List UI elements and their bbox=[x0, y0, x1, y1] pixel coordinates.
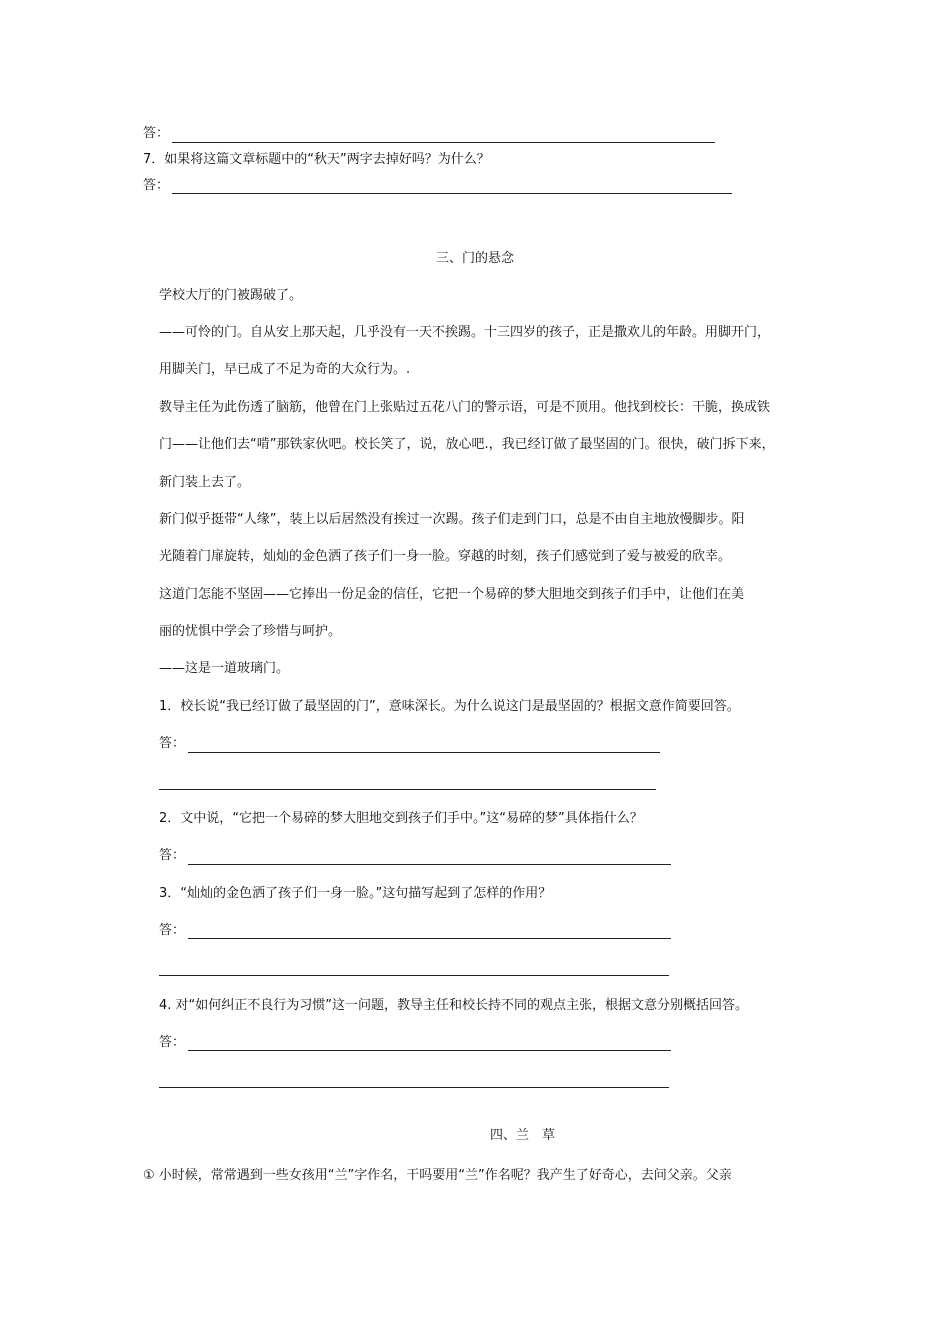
paragraph-line: 这道门怎能不坚固——它捧出一份足金的信任，它把一个易碎的梦大胆地交到孩子们手中，让他们在美 bbox=[159, 587, 745, 602]
answer-label: 答： bbox=[143, 178, 170, 193]
question-2: 2．文中说，“它把一个易碎的梦大胆地交到孩子们手中。”这“易碎的梦”具体指什么？ bbox=[159, 811, 643, 826]
answer-blank bbox=[172, 142, 715, 143]
question-4: 4. 对“如何纠正不良行为习惯”这一问题，教导主任和校长持不同的观点主张，根据文意分别概括回答。 bbox=[159, 998, 749, 1013]
section-title-door: 三、门的悬念 bbox=[435, 251, 514, 266]
answer-blank bbox=[159, 789, 656, 790]
section-title-orchid: 四、兰 草 bbox=[490, 1128, 556, 1143]
paragraph-line: 光随着门扉旋转，灿灿的金色洒了孩子们一身一脸。穿越的时刻，孩子们感觉到了爱与被爱的欣幸。 bbox=[159, 549, 732, 564]
answer-blank bbox=[188, 1050, 671, 1051]
answer-label: 答： bbox=[159, 736, 186, 751]
answer-label: 答： bbox=[143, 126, 170, 141]
paragraph-line: 新门装上去了。 bbox=[159, 475, 251, 490]
answer-blank bbox=[188, 938, 671, 939]
answer-blank bbox=[172, 193, 732, 194]
paragraph-line: 教导主任为此伤透了脑筋，他曾在门上张贴过五花八门的警示语，可是不顶用。他找到校长：干脆，换成铁 bbox=[159, 400, 771, 415]
paragraph-line: 新门似乎挺带“人缘”，装上以后居然没有挨过一次踢。孩子们走到门口，总是不由自主地放慢脚步。阳 bbox=[159, 512, 745, 527]
paragraph-line: ——这是一道玻璃门。 bbox=[159, 661, 290, 676]
paragraph-line: ——可怜的门。自从安上那天起，几乎没有一天不挨踢。十三四岁的孩子，正是撒欢儿的年龄。用脚开门， bbox=[159, 325, 771, 340]
answer-label: 答： bbox=[159, 848, 186, 863]
paragraph-line: 门——让他们去“啃”那铁家伙吧。校长笑了，说，放心吧.，我已经订做了最坚固的门。很快，破门拆下来， bbox=[159, 437, 775, 452]
paragraph-line: 丽的忧惧中学会了珍惜与呵护。 bbox=[159, 624, 342, 639]
answer-label: 答： bbox=[159, 1035, 186, 1050]
paragraph-line: 用脚关门，早已成了不足为奇的大众行为。. bbox=[159, 362, 411, 377]
paragraph-line: 学校大厅的门被踢破了。 bbox=[159, 288, 303, 303]
question-3: 3．“灿灿的金色洒了孩子们一身一脸。”这句描写起到了怎样的作用？ bbox=[159, 886, 552, 901]
answer-blank bbox=[188, 752, 660, 753]
question-1: 1．校长说“我已经订做了最坚固的门”，意味深长。为什么说这门是最坚固的？根据文意作简要回答。 bbox=[159, 699, 740, 714]
paragraph-line: ① 小时候，常常遇到一些女孩用“兰”字作名，干吗要用“兰”作名呢？我产生了好奇心，去问父亲。父亲 bbox=[143, 1168, 732, 1183]
answer-blank bbox=[159, 975, 669, 976]
question-7: 7．如果将这篇文章标题中的“秋天”两字去掉好吗？为什么？ bbox=[143, 152, 490, 167]
answer-blank bbox=[159, 1087, 669, 1088]
answer-label: 答： bbox=[159, 923, 186, 938]
answer-blank bbox=[188, 864, 671, 865]
